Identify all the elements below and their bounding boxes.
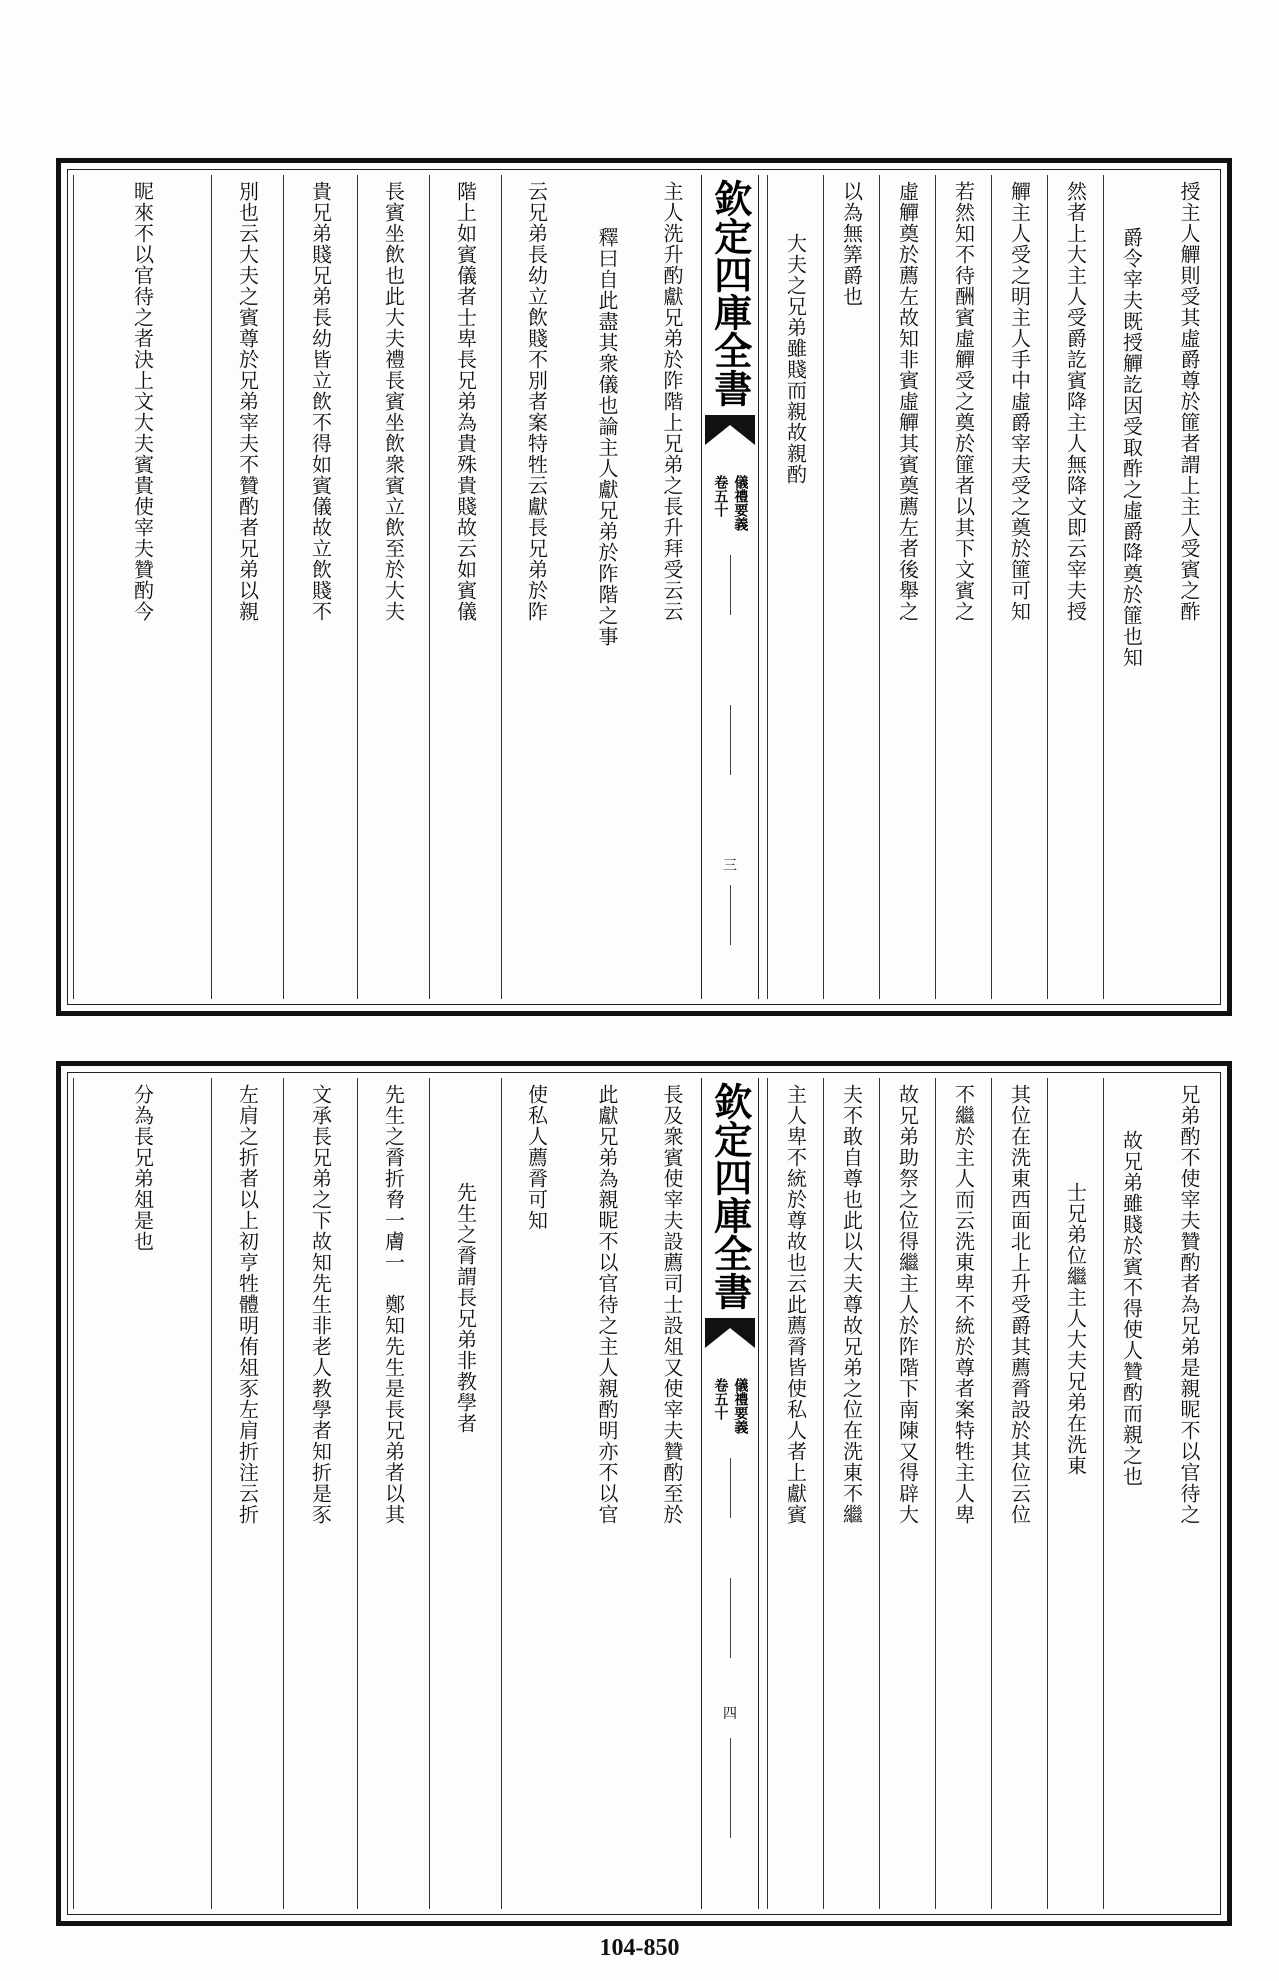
bottom-column-8 [767, 1078, 823, 1909]
top-column-5 [935, 175, 991, 999]
fold-volume: 卷五十 [712, 1378, 729, 1420]
text-line: 士兄弟位繼主人大夫兄弟在洗東 [1063, 1182, 1088, 1476]
bottom-column-4 [991, 1078, 1047, 1909]
top-column-3 [1047, 175, 1103, 999]
top-column-13 [357, 175, 429, 999]
text-line: 虛觶奠於薦左故知非賓虛觶其賓奠薦左者後舉之 [895, 181, 920, 622]
text-line: 使私人薦脀可知 [524, 1084, 549, 1231]
text-line: 別也云大夫之賓尊於兄弟宰夫不贊酌者兄弟以親 [235, 181, 260, 622]
top-column-10 [571, 175, 643, 999]
bottom-fold-strip [701, 1078, 759, 1909]
top-page-frame [56, 158, 1232, 1016]
fold-rule [730, 885, 731, 945]
bottom-column-14 [283, 1078, 357, 1909]
text-line: 故兄弟雖賤於賓不得使人贊酌而親之也 [1119, 1130, 1144, 1487]
bottom-column-10 [571, 1078, 643, 1909]
fish-tail-icon [705, 1318, 755, 1348]
top-column-9 [643, 175, 701, 999]
text-line: 夫不敢自尊也此以大夫尊故兄弟之位在洗東不繼 [839, 1084, 864, 1525]
text-line: 不繼於主人而云洗東卑不統於尊者案特牲主人卑 [951, 1084, 976, 1525]
text-line: 左肩之折者以上初亨牲體明侑俎豕左肩折注云折 [235, 1084, 260, 1525]
fold-rule [730, 1458, 731, 1518]
text-line: 昵來不以官待之者決上文大夫賓貴使宰夫贊酌今 [130, 181, 155, 622]
fold-volume: 卷五十 [712, 475, 729, 517]
top-column-1 [1159, 175, 1219, 999]
bottom-column-3 [1047, 1078, 1103, 1909]
top-column-7 [823, 175, 879, 999]
text-line: 大夫之兄弟雖賤而親故親酌 [783, 233, 808, 485]
text-line: 以為無筭爵也 [839, 181, 864, 307]
fold-rule [730, 705, 731, 775]
text-line: 長及衆賓使宰夫設薦司士設俎又使宰夫贊酌至於 [660, 1084, 684, 1525]
fold-book-title: 儀禮要義 [732, 475, 749, 531]
bottom-column-2 [1103, 1078, 1159, 1909]
text-line: 授主人觶則受其虛爵尊於篚者謂上主人受賓之酢 [1177, 181, 1201, 622]
text-line: 先生之脀謂長兄弟非教學者 [453, 1182, 478, 1434]
bottom-page-frame [56, 1061, 1232, 1926]
fold-rule [730, 555, 731, 615]
fold-book-title: 儀禮要義 [732, 1378, 749, 1434]
text-line: 爵令宰夫既授觶訖因受取酢之虛爵降奠於篚也知 [1119, 227, 1144, 668]
top-column-6 [879, 175, 935, 999]
text-line: 主人洗升酌獻兄弟於阼階上兄弟之長升拜受云云 [660, 181, 684, 622]
top-column-4 [991, 175, 1047, 999]
fold-page-number: 三 [723, 858, 737, 874]
page-number: 104-850 [599, 1935, 680, 1961]
bottom-column-1 [1159, 1078, 1219, 1909]
top-column-11 [501, 175, 571, 999]
bottom-column-15 [211, 1078, 283, 1909]
text-line: 其位在洗東西面北上升受爵其薦脀設於其位云位 [1007, 1084, 1032, 1525]
text-line: 長賓坐飲也此大夫禮長賓坐飲衆賓立飲至於大夫 [381, 181, 406, 622]
top-column-8 [767, 175, 823, 999]
text-line: 釋曰自此盡其衆儀也論主人獻兄弟於阼階之事 [595, 227, 619, 647]
text-line: 云兄弟長幼立飲賤不別者案特牲云獻長兄弟於阼 [524, 181, 549, 622]
text-line: 分為長兄弟俎是也 [130, 1084, 155, 1252]
text-line: 若然知不待酬賓虛觶受之奠於篚者以其下文賓之 [951, 181, 976, 622]
bottom-column-13 [357, 1078, 429, 1909]
top-column-2 [1103, 175, 1159, 999]
fold-page-number: 四 [723, 1706, 737, 1722]
fold-rule [730, 1738, 731, 1838]
text-line: 貴兄弟賤兄弟長幼皆立飲不得如賓儀故立飲賤不 [308, 181, 333, 622]
top-column-15 [211, 175, 283, 999]
top-column-12 [429, 175, 501, 999]
bottom-column-12 [429, 1078, 501, 1909]
top-column-14 [283, 175, 357, 999]
text-line: 主人卑不統於尊故也云此薦脀皆使私人者上獻賓 [783, 1084, 808, 1525]
bottom-column-16 [73, 1078, 211, 1909]
bottom-column-9 [643, 1078, 701, 1909]
text-line: 階上如賓儀者士卑長兄弟為貴殊貴賤故云如賓儀 [453, 181, 478, 622]
text-line: 文承長兄弟之下故知先生非老人教學者知折是豕 [308, 1084, 333, 1525]
top-column-16 [73, 175, 211, 999]
bottom-column-5 [935, 1078, 991, 1909]
fold-title: 欽定四庫全書 [707, 179, 753, 407]
top-fold-strip [701, 175, 759, 999]
text-line: 兄弟酌不使宰夫贊酌者為兄弟是親昵不以官待之 [1177, 1084, 1201, 1525]
fold-rule [730, 1578, 731, 1658]
text-line: 然者上大主人受爵訖賓降主人無降文即云宰夫授 [1063, 181, 1088, 622]
fold-title: 欽定四庫全書 [707, 1082, 753, 1310]
text-line: 先生之脀折脅一膚一 鄭知先生是長兄弟者以其 [381, 1084, 406, 1525]
fish-tail-icon [705, 415, 755, 445]
bottom-column-7 [823, 1078, 879, 1909]
text-line: 此獻兄弟為親昵不以官待之主人親酌明亦不以官 [595, 1084, 619, 1525]
bottom-column-6 [879, 1078, 935, 1909]
text-line: 故兄弟助祭之位得繼主人於阼階下南陳又得辟大 [895, 1084, 920, 1525]
bottom-column-11 [501, 1078, 571, 1909]
text-line: 觶主人受之明主人手中虛爵宰夫受之奠於篚可知 [1007, 181, 1032, 622]
